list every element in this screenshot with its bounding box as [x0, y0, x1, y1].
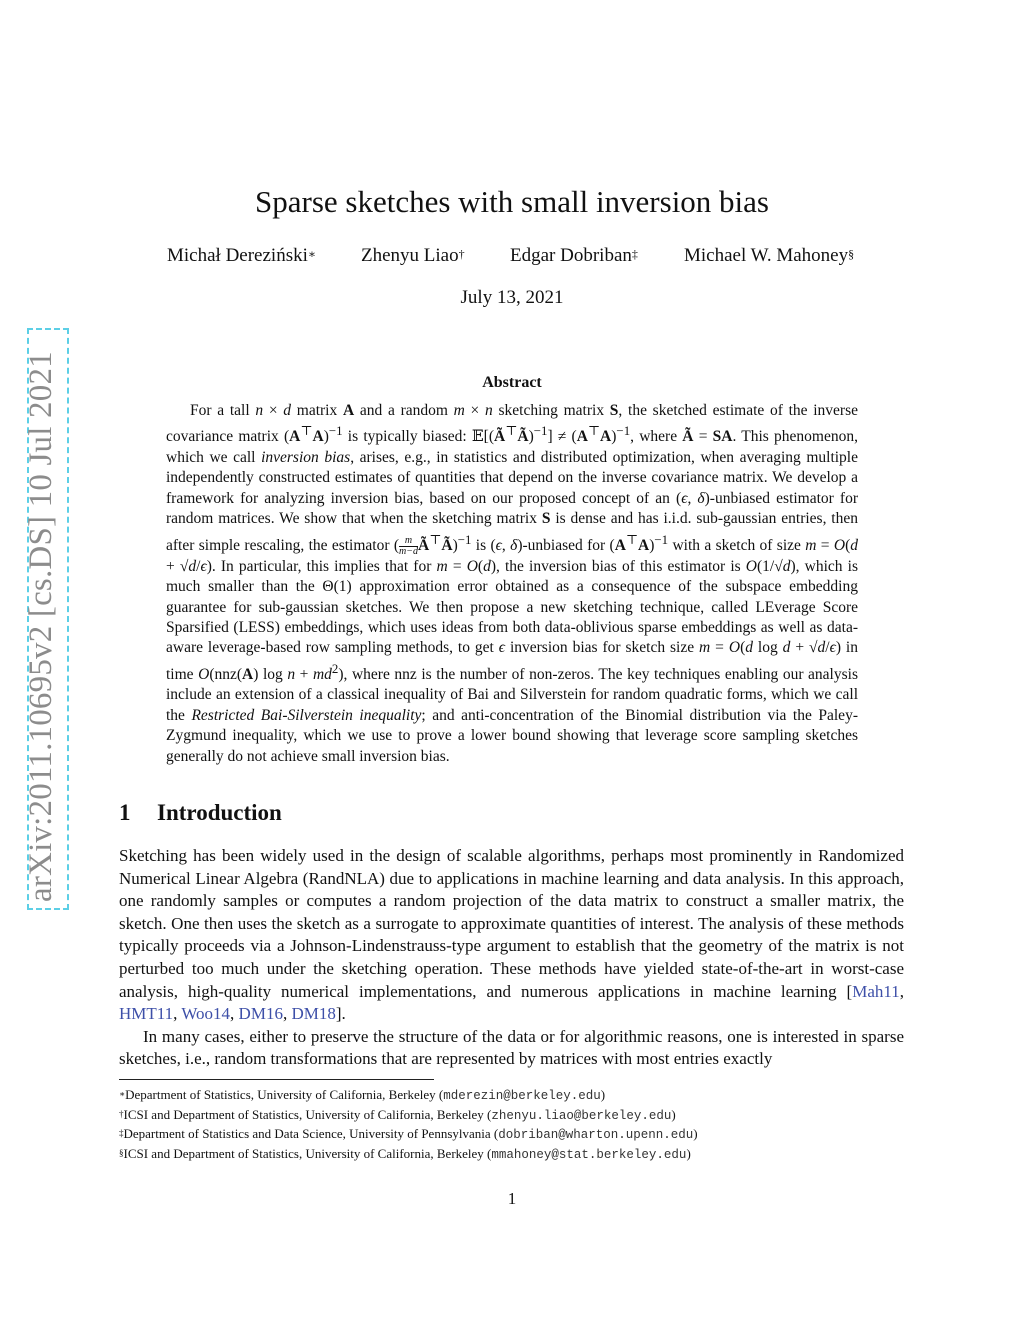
footnote-email[interactable]: mmahoney@stat.berkeley.edu [491, 1147, 687, 1162]
footnote-1: ∗Department of Statistics, University of California, Berkeley (mderezin@berkeley.edu) [119, 1087, 606, 1103]
author-1 [167, 243, 316, 269]
abstract-heading: Abstract [482, 374, 542, 391]
footnote-text: ICSI and Department of Statistics, University of California, Berkeley ( [123, 1106, 492, 1122]
citation-link[interactable]: Woo14 [181, 1004, 231, 1024]
footnote-text: ICSI and Department of Statistics, University of California, Berkeley ( [123, 1145, 492, 1161]
paper-date: July 13, 2021 [460, 287, 564, 308]
section-title: Introduction [157, 800, 282, 825]
intro-paragraph-1: Sketching has been widely used in the design of scalable algorithms, perhaps most prominently in Randomized Numerical Linear Algebra (RandNLA) due to applications in machine learning and data analysis. In this approach, one randomly samples or computes a random projection of the data matrix to construct a smaller matrix, the sketch. One then uses the sketch as a surrogate to approximate quantities of interest. The analysis of these methods typically proceeds via a Johnson-Lindenstrauss-type argument to establish that the geometry of the matrix is not perturbed too much under the sketching operation. These methods have yielded state-of-the-art in worst-case analysis, high-quality numerical implementations, and numerous applications in machine learning [Mah11, HMT11, Woo14, DM16, DM18]. [119, 846, 904, 1024]
author-2 [361, 243, 465, 269]
citation-link[interactable]: HMT11 [119, 1004, 174, 1024]
author-mark: ∗ [307, 247, 317, 261]
footnote-mark: † [119, 1108, 124, 1119]
footnote-mark: ∗ [119, 1089, 126, 1099]
abstract-body: For a tall n × d matrix A and a random m × n sketching matrix S, the sketched estimate of the inverse covariance matrix $(A^⊤A)^{-1}$ is typically biased: 𝔼[(Ã⊤Ã)$^{-1}$] ≠ $(A^⊤A)^{-1}$, where Ã = SA. This phenomenon, which we call inversion bias, arises, e.g., in statistics and distributed optimization, when averaging multiple independently constructed estimates of quantities that depend on the inverse covariance matrix. We develop a framework for analyzing inversion bias, based on our proposed concept of an (ϵ, δ)-unbiased estimator for random matrices. We show that when the sketching matrix S is dense and has i.i.d. sub-gaussian entries, then after simple rescaling, the estimator ( $\frac{m}{m-d}$ Ã⊤Ã)$^{-1}$ is (ϵ, δ)-unbiased for $(A^⊤A)^{-1}$ with a sketch of size m = O(d + √d/ϵ). In particular, this implies that for m = O(d), the inversion bias of this estimator is O(1/√d), which is much smaller than the Θ(1) approximation error obtained as a consequence of the subspace embedding guarantee for sub-gaussian sketches. We then propose a new sketching technique, called LEverage Score Sparsified (LESS) embeddings, which uses ideas from both data-oblivious sparse embeddings as well as data-aware leverage-based row sampling methods, to get ϵ inversion bias for sketch size m = O(d log d + √d/ϵ) in time O(nnz(A) $\log n + md^2$), where nnz is the number of non-zeros. The key techniques enabling our analysis include an extension of a classical inequality of Bai and Silverstein for random quadratic forms, which we call the Restricted Bai-Silverstein inequality; and anti-concentration of the Binomial distribution via the Paley-Zygmund inequality, which we use to prove a lower bound showing that leverage score sampling sketches generally do not achieve small inversion bias. [166, 402, 859, 765]
introduction-text [119, 845, 904, 1071]
footnote-4: §ICSI and Department of Statistics, University of California, Berkeley (mmahoney@stat.berkeley.edu) [119, 1145, 691, 1162]
section-number: 1 [119, 800, 131, 825]
citation-link[interactable]: Mah11 [852, 981, 900, 1001]
citation-link[interactable]: DM16 [238, 1004, 283, 1024]
author-mark: ‡ [631, 247, 638, 261]
footnote-mark: ‡ [119, 1128, 124, 1139]
footnote-mark: § [119, 1147, 124, 1158]
citation-link[interactable]: DM18 [291, 1004, 336, 1024]
author-mark: § [848, 247, 855, 261]
author-3 [510, 243, 638, 269]
author-name: Michał Dereziński [167, 245, 308, 266]
footnote-divider [119, 1079, 434, 1080]
author-name: Zhenyu Liao [361, 245, 459, 266]
footnote-3: ‡Department of Statistics and Data Science, University of Pennsylvania (dobriban@wharton.upenn.edu) [119, 1126, 698, 1143]
footnote-text: Department of Statistics, University of California, Berkeley ( [125, 1087, 444, 1102]
page-number: 1 [507, 1189, 517, 1208]
author-name: Edgar Dobriban [510, 245, 632, 266]
intro-p1-text: Sketching has been widely used in the design of scalable algorithms, perhaps most prominently in Randomized Numerical Linear Algebra (RandNLA) due to applications in machine learning and data analysis. In this approach, one randomly samples or computes a random projection of the data matrix to construct a smaller matrix, the sketch. One then uses the sketch as a surrogate to approximate quantities of interest. The analysis of these methods typically proceeds via a Johnson-Lindenstrauss-type argument to establish that the geometry of the matrix is not perturbed too much under the sketching operation. These methods have yielded state-of-the-art in worst-case analysis, high-quality numerical implementations, and numerous applications in machine learning [ [119, 846, 904, 1001]
author-4 [684, 243, 854, 269]
footnote-text: Department of Statistics and Data Science, University of Pennsylvania ( [123, 1126, 499, 1142]
footnote-email[interactable]: mderezin@berkeley.edu [443, 1089, 601, 1103]
author-mark: † [458, 247, 465, 261]
footnotes [119, 1086, 919, 1164]
paper-title: Sparse sketches with small inversion bias [255, 184, 769, 219]
footnote-email[interactable]: zhenyu.liao@berkeley.edu [491, 1108, 672, 1123]
author-name: Michael W. Mahoney [684, 245, 849, 266]
footnote-2: †ICSI and Department of Statistics, University of California, Berkeley (zhenyu.liao@berkeley.edu) [119, 1106, 676, 1123]
author-list [0, 243, 1024, 273]
intro-paragraph-2: In many cases, either to preserve the structure of the data or for algorithmic reasons, one is interested in sparse sketches, i.e., random transformations that are represented by matrices with most entries exactly [119, 1026, 904, 1069]
arxiv-identifier: arXiv:2011.10695v2 [cs.DS] 10 Jul 2021 [23, 351, 59, 902]
section-heading [119, 798, 519, 828]
footnote-email[interactable]: dobriban@wharton.upenn.edu [498, 1128, 694, 1143]
